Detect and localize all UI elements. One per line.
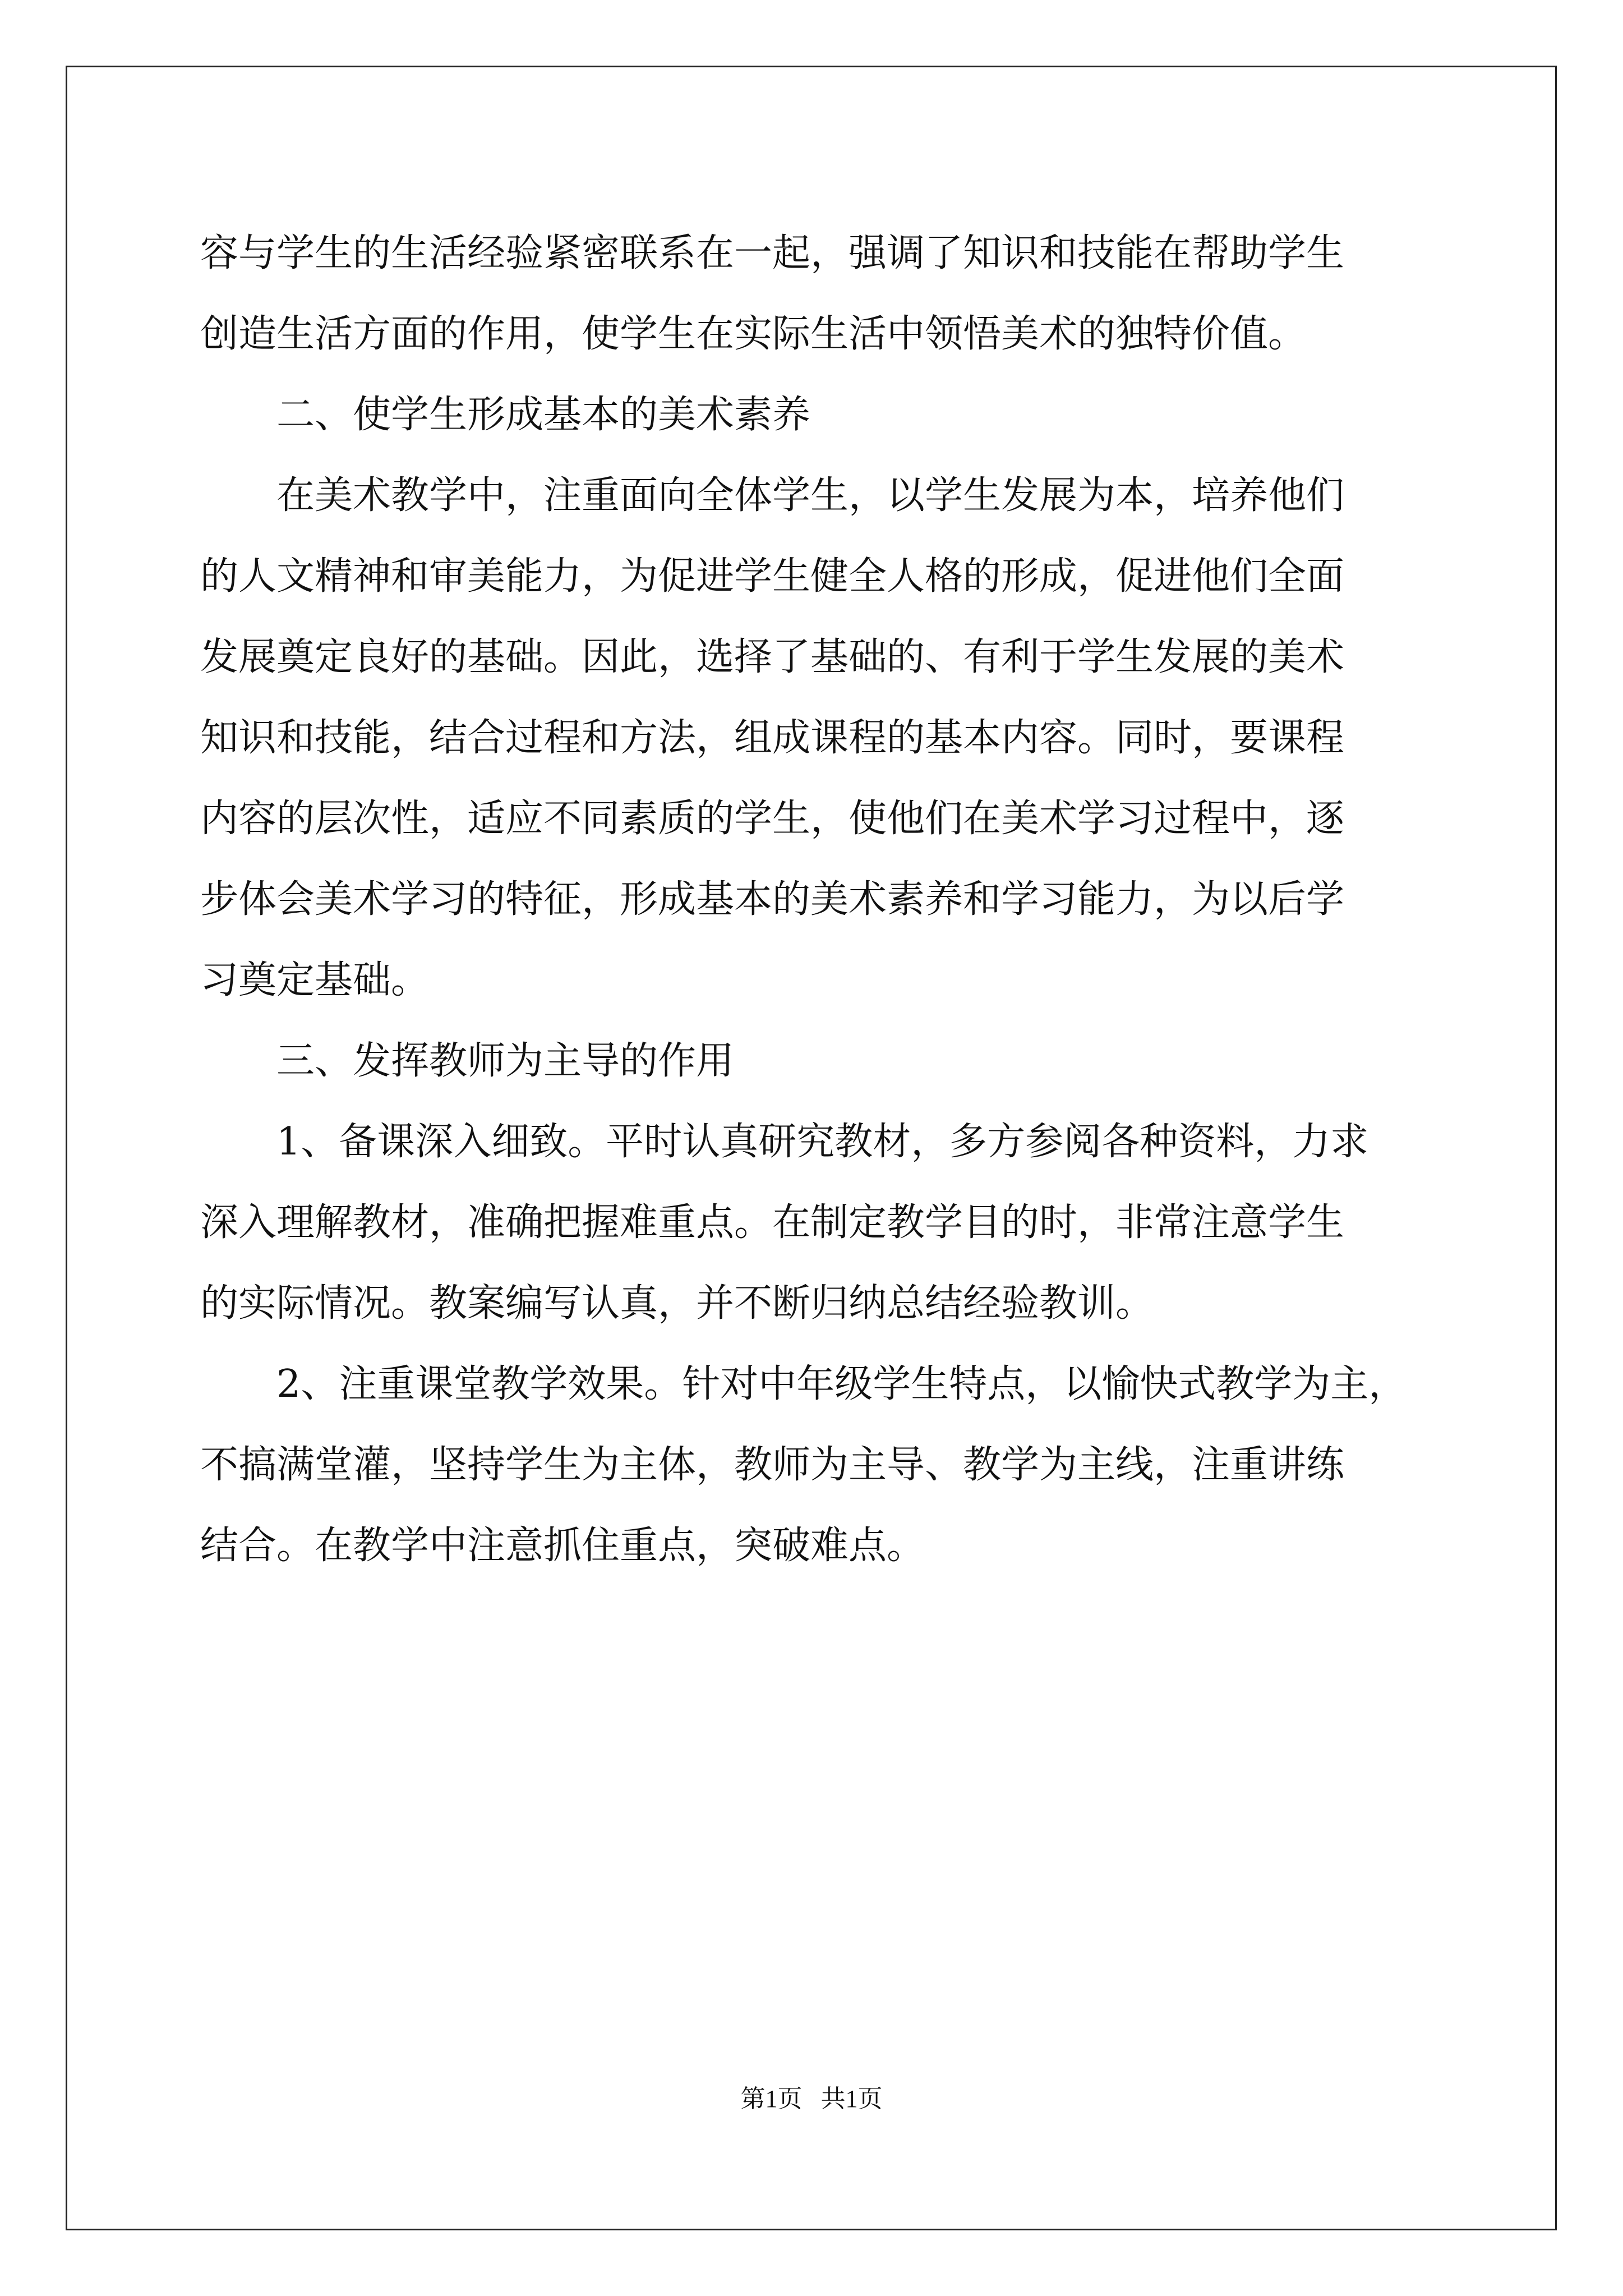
document-body bbox=[200, 213, 1428, 1586]
section-heading: 二、使学生形成基本的美术素养 bbox=[276, 393, 811, 437]
text-line: 的人文精神和审美能力，为促进学生健全人格的形成，促进他们全面 bbox=[200, 554, 1345, 599]
text-line: 的实际情况。教案编写认真，并不断归纳总结经验教训。 bbox=[200, 1281, 1154, 1326]
text-line: 习奠定基础。 bbox=[200, 958, 430, 1002]
text-line: 结合。在教学中注意抓住重点，突破难点。 bbox=[200, 1524, 925, 1568]
text-line: 内容的层次性，适应不同素质的学生，使他们在美术学习过程中，逐 bbox=[200, 797, 1345, 841]
text-line: 发展奠定良好的基础。因此，选择了基础的、有利于学生发展的美术 bbox=[200, 635, 1345, 679]
text-line: 容与学生的生活经验紧密联系在一起，强调了知识和技能在帮助学生 bbox=[200, 231, 1345, 275]
paragraph-start: 1、备课深入细致。平时认真研究教材，多方参阅各种资料，力求 bbox=[276, 1120, 1369, 1164]
text-line: 创造生活方面的作用，使学生在实际生活中领悟美术的独特价值。 bbox=[200, 312, 1307, 356]
text-line: 不搞满堂灌，坚持学生为主体，教师为主导、教学为主线，注重讲练 bbox=[200, 1443, 1345, 1487]
text-line: 深入理解教材，准确把握难重点。在制定教学目的时，非常注意学生 bbox=[200, 1200, 1345, 1245]
page-number: 第1页 共1页 bbox=[740, 2085, 883, 2113]
paragraph-start: 2、注重课堂教学效果。针对中年级学生特点，以愉快式教学为主， bbox=[276, 1362, 1407, 1406]
text-line: 步体会美术学习的特征，形成基本的美术素养和学习能力，为以后学 bbox=[200, 877, 1345, 922]
text-line: 知识和技能，结合过程和方法，组成课程的基本内容。同时，要课程 bbox=[200, 716, 1345, 760]
paragraph-start: 在美术教学中，注重面向全体学生，以学生发展为本，培养他们 bbox=[276, 473, 1345, 518]
section-heading: 三、发挥教师为主导的作用 bbox=[276, 1039, 735, 1083]
